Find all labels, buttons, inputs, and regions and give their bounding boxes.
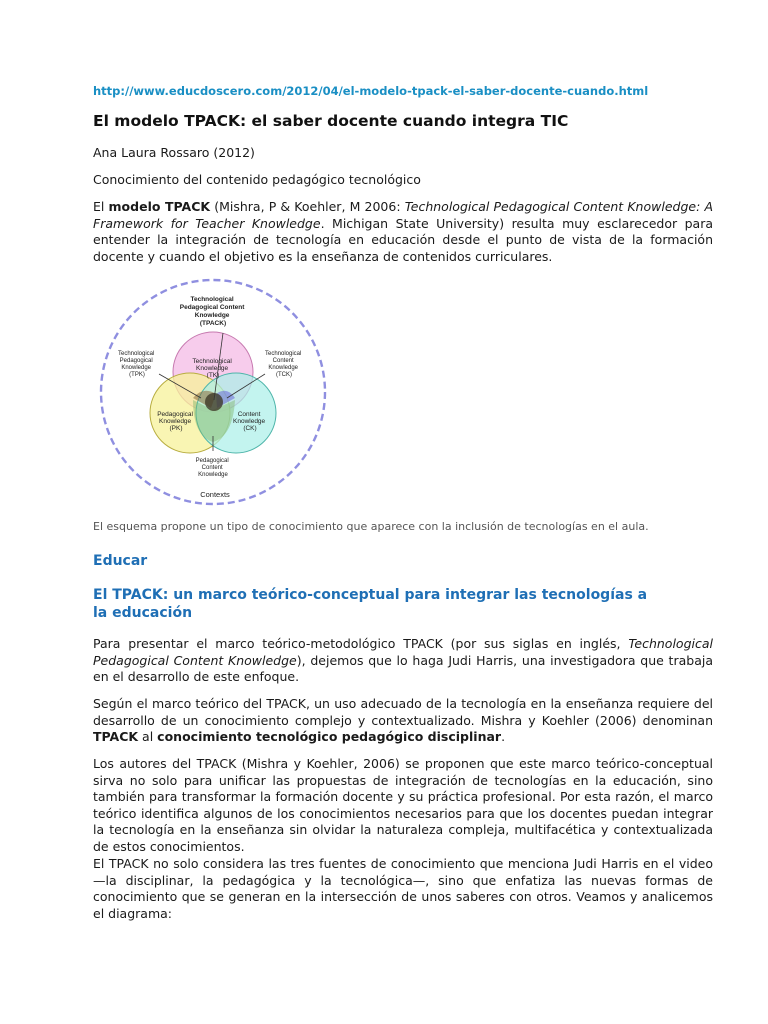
contexts-label: Contexts <box>200 490 230 499</box>
tck-label-1: Technological <box>264 351 302 357</box>
tpk-label <box>118 351 156 378</box>
pck-label <box>196 458 231 478</box>
section-heading-educar: Educar <box>93 553 148 569</box>
page-title: El modelo TPACK: el saber docente cuando integra TIC <box>93 112 569 130</box>
ck-label-1: Content <box>237 411 261 418</box>
source-link[interactable]: http://www.educdoscero.com/2012/04/el-modelo-tpack-el-saber-docente-cuando.html <box>93 84 649 98</box>
pk-label-1: Pedagogical <box>157 411 193 418</box>
intro-italic-title: Technological Pedagogical Content Knowledge: A Framework for Teacher Knowledge <box>93 199 713 231</box>
pk-label-3: (PK) <box>169 425 183 432</box>
p3-text-2: al <box>138 729 158 744</box>
tk-label-2: Knowledge <box>196 365 229 372</box>
paragraph-marco <box>93 696 713 746</box>
pck-label-2: Content <box>201 465 223 471</box>
diagram-caption: El esquema propone un tipo de conocimiento que aparece con la inclusión de tecnologías en el aula. <box>93 520 649 533</box>
tpack-label-4: (TPACK) <box>199 320 227 327</box>
p2-text-2: ), dejemos que lo haga Judi Harris, una investigadora que trabaja en el desarrollo de este enfoque. <box>93 652 713 684</box>
tpk-label-1: Technological <box>117 351 155 357</box>
intro-text-2: (Mishra, P & Koehler, M 2006: <box>210 199 405 214</box>
tpack-label <box>180 296 246 327</box>
tpk-label-4: (TPK) <box>129 372 145 378</box>
tck-label-3: Knowledge <box>268 365 299 371</box>
subtitle: Conocimiento del contenido pedagógico tecnológico <box>93 172 421 187</box>
p2-text-1: Para presentar el marco teórico-metodológico TPACK (por sus siglas en inglés, <box>93 636 629 651</box>
tpack-center <box>205 393 223 411</box>
pk-label-2: Knowledge <box>159 418 192 425</box>
tpk-label-3: Knowledge <box>121 365 152 371</box>
ck-label-3: (CK) <box>243 425 257 432</box>
paragraph-autores: Los autores del TPACK (Mishra y Koehler, 2006) se proponen que este marco teórico-conceptual sirva no solo para unificar las propuestas de integración de tecnologías en la educación, sino también para transformar la formación docente y su práctica profesional. Por esta razón, el marco teórico identifica algunos de los conocimientos necesarios para que los docentes puedan integrar la tecnología en la enseñanza sin olvidar la naturaleza compleja, multifacética y contextualizada de estos conocimientos. <box>93 756 713 854</box>
tpack-label-1: Technological <box>190 296 234 303</box>
intro-bold-tpack: modelo TPACK <box>108 199 211 214</box>
pck-label-1: Pedagogical <box>195 458 229 464</box>
p3-bold-definition: conocimiento tecnológico pedagógico disciplinar <box>157 729 502 744</box>
paragraph-diagrama: El TPACK no solo considera las tres fuentes de conocimiento que menciona Judi Harris en el video —la disciplinar, la pedagógica y la tecnológica—, sino que enfatiza las nuevas formas de conocimiento que se generan en la intersección de unos saberes con otros. Veamos y analicemos el diagrama: <box>93 856 713 921</box>
p2-italic: Technological Pedagogical Content Knowledge <box>93 636 713 668</box>
author-line: Ana Laura Rossaro (2012) <box>93 145 255 160</box>
intro-paragraph <box>93 199 713 265</box>
tpk-label-2: Pedagogical <box>119 358 153 364</box>
intro-text-3: . Michigan State University) resulta muy esclarecedor para entender la integración de tecnología en educación desde el punto de vista de la formación docente y cuando el objetivo es la enseñanza de contenidos curriculares. <box>93 215 714 264</box>
tk-label-1: Technological <box>192 358 232 365</box>
tck-label-4: (TCK) <box>276 372 292 378</box>
p3-bold-tpack: TPACK <box>93 729 139 744</box>
tpack-label-3: Knowledge <box>194 312 230 319</box>
tck-label <box>265 351 303 378</box>
p3-text-3: . <box>501 729 506 744</box>
tck-label-2: Content <box>272 358 294 364</box>
pck-label-3: Knowledge <box>198 472 228 478</box>
intro-text-1: El <box>93 199 109 214</box>
ck-label-2: Knowledge <box>233 418 266 425</box>
tpack-label-2: Pedagogical Content <box>179 304 245 311</box>
p3-text-1: Según el marco teórico del TPACK, un uso adecuado de la tecnología en la enseñanza requiere del desarrollo de un conocimiento complejo y contextualizado. Mishra y Koehler (2006) denominan <box>93 696 713 728</box>
tk-label-3: (TK) <box>206 372 220 379</box>
paragraph-harris <box>93 636 713 686</box>
section-heading-marco: El TPACK: un marco teórico-conceptual para integrar las tecnologías a la educación <box>93 587 648 621</box>
tpack-diagram <box>93 276 338 506</box>
